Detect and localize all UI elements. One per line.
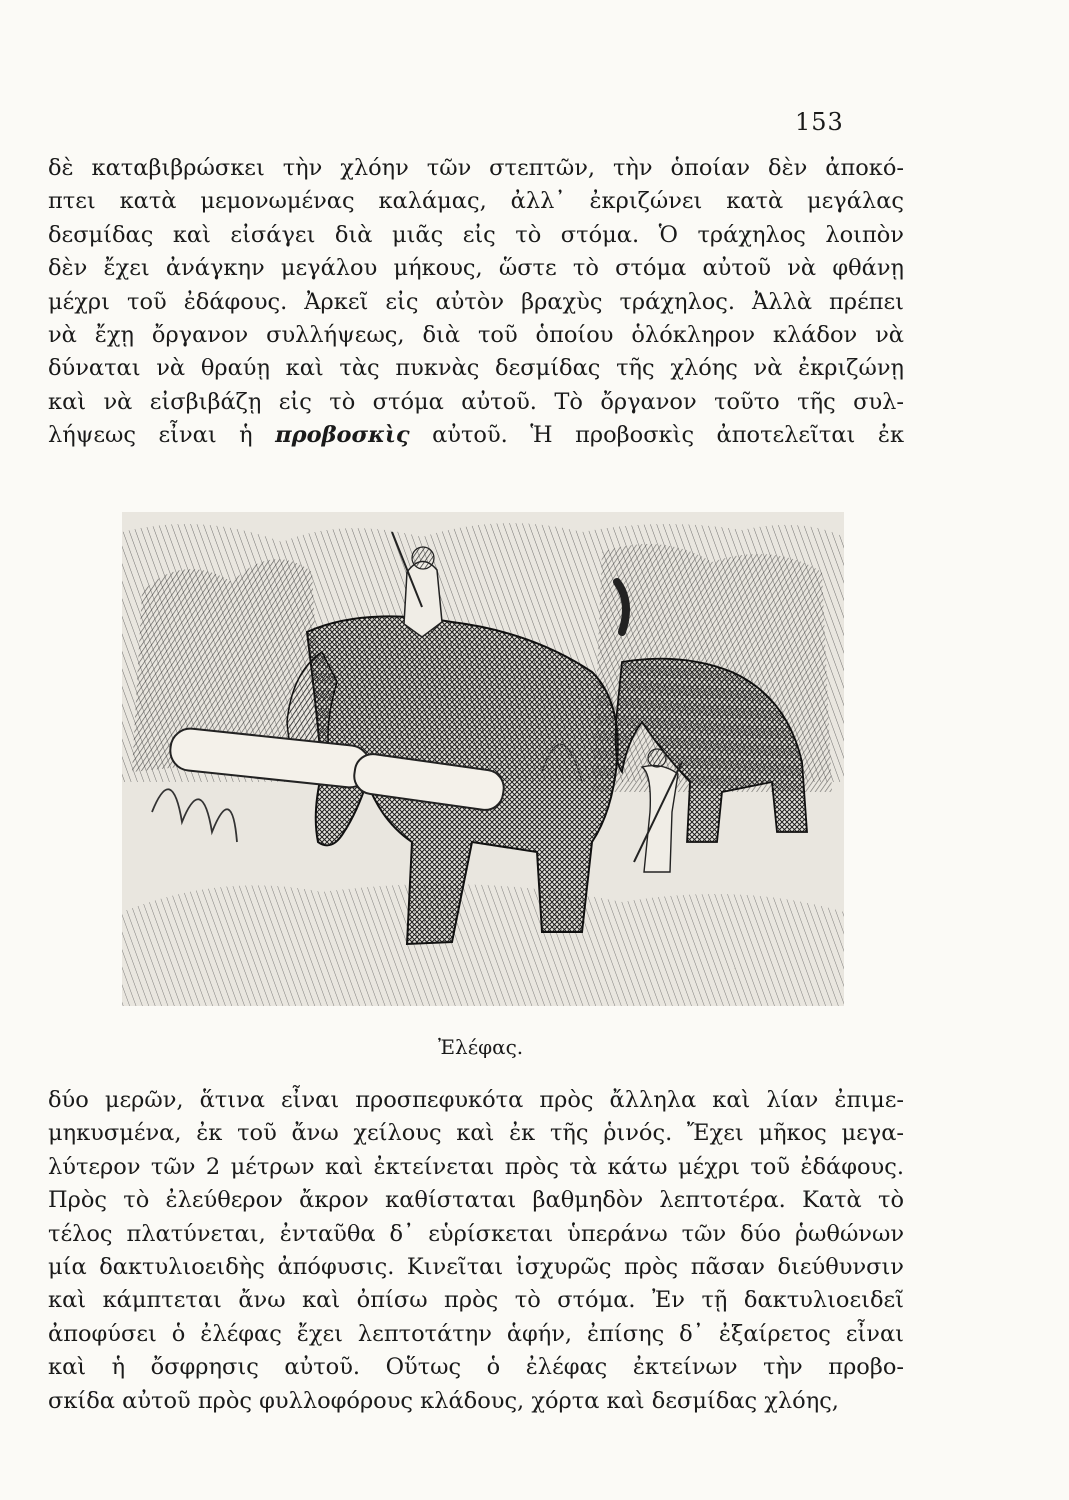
paragraph-2 [48, 1084, 904, 1418]
text-line: μέχρι τοῦ ἐδάφους. Ἀρκεῖ εἰς αὐτὸν βραχὺς τράχηλος. Ἀλλὰ πρέπει [48, 288, 904, 315]
text-line: δὲν ἔχει ἀνάγκην μεγάλου μήκους, ὥστε τὸ στόμα αὐτοῦ νὰ φθάνῃ [48, 255, 904, 282]
text-line: καὶ ἡ ὄσφρησις αὐτοῦ. Οὕτως ὁ ἐλέφας ἐκτείνων τὴν προβο- [48, 1354, 904, 1381]
text-line: νὰ ἔχῃ ὄργανον συλλήψεως, διὰ τοῦ ὁποίου ὁλόκληρον κλάδον νὰ [48, 321, 904, 348]
text-line: λύτερον τῶν 2 μέτρων καὶ ἐκτείνεται πρὸς τὰ κάτω μέχρι τοῦ ἐδάφους. [48, 1153, 904, 1180]
text-segment: αὐτοῦ. Ἡ προβοσκὶς ἀποτελεῖται ἐκ [432, 422, 905, 449]
text-line: καὶ νὰ εἰσβιβάζῃ εἰς τὸ στόμα αὐτοῦ. Τὸ ὄργανον τοῦτο τῆς συλ- [48, 388, 904, 415]
text-line: Πρὸς τὸ ἐλεύθερον ἄκρον καθίσταται βαθμηδὸν λεπτοτέρα. Κατὰ τὸ [48, 1187, 904, 1214]
text-line: δύναται νὰ θραύῃ καὶ τὰς πυκνὰς δεσμίδας τῆς χλόης νὰ ἐκριζώνῃ [48, 355, 904, 382]
text-line: δὲ καταβιβρώσκει τὴν χλόην τῶν στεπτῶν, τὴν ὁποίαν δὲν ἀποκό- [48, 155, 904, 181]
text-line: τέλος πλατύνεται, ἐνταῦθα δ᾽ εὑρίσκεται ὑπεράνω τῶν δύο ῥωθώνων [48, 1220, 904, 1247]
text-line: ἀποφύσει ὁ ἐλέφας ἔχει λεπτοτάτην ἁφήν, ἐπίσης δ᾽ ἐξαίρετος εἶναι [48, 1320, 904, 1347]
text-line-with-emphasis [48, 419, 904, 452]
text-line: δύο μερῶν, ἅτινα εἶναι προσπεφυκότα πρὸς ἄλληλα καὶ λίαν ἐπιμε- [48, 1087, 904, 1113]
text-line: δεσμίδας καὶ εἰσάγει διὰ μιᾶς εἰς τὸ στόμα. Ὁ τράχηλος λοιπὸν [48, 221, 904, 248]
page-number: 153 [795, 108, 844, 136]
figure-caption: Ἐλέφας. [438, 1035, 524, 1059]
text-line: μηκυσμένα, ἐκ τοῦ ἄνω χείλους καὶ ἐκ τῆς ῥινός. Ἔχει μῆκος μεγα- [48, 1120, 904, 1147]
emphasized-term: προβοσκὶς [275, 422, 410, 449]
text-segment: λήψεως εἶναι ἡ [48, 422, 253, 449]
text-line: μία δακτυλιοειδὴς ἀπόφυσις. Κινεῖται ἰσχυρῶς πρὸς πᾶσαν διεύθυνσιν [48, 1253, 904, 1280]
text-line: καὶ κάμπτεται ἄνω καὶ ὀπίσω πρὸς τὸ στόμα. Ἐν τῇ δακτυλιοειδεῖ [48, 1287, 904, 1314]
paragraph-1 [48, 152, 904, 453]
text-line: πτει κατὰ μεμονωμένας καλάμας, ἀλλ᾽ ἐκριζώνει κατὰ μεγάλας [48, 188, 904, 215]
elephant-engraving-illustration [122, 512, 844, 1006]
text-line: σκίδα αὐτοῦ πρὸς φυλλοφόρους κλάδους, χόρτα καὶ δεσμίδας χλόης, [48, 1387, 839, 1414]
